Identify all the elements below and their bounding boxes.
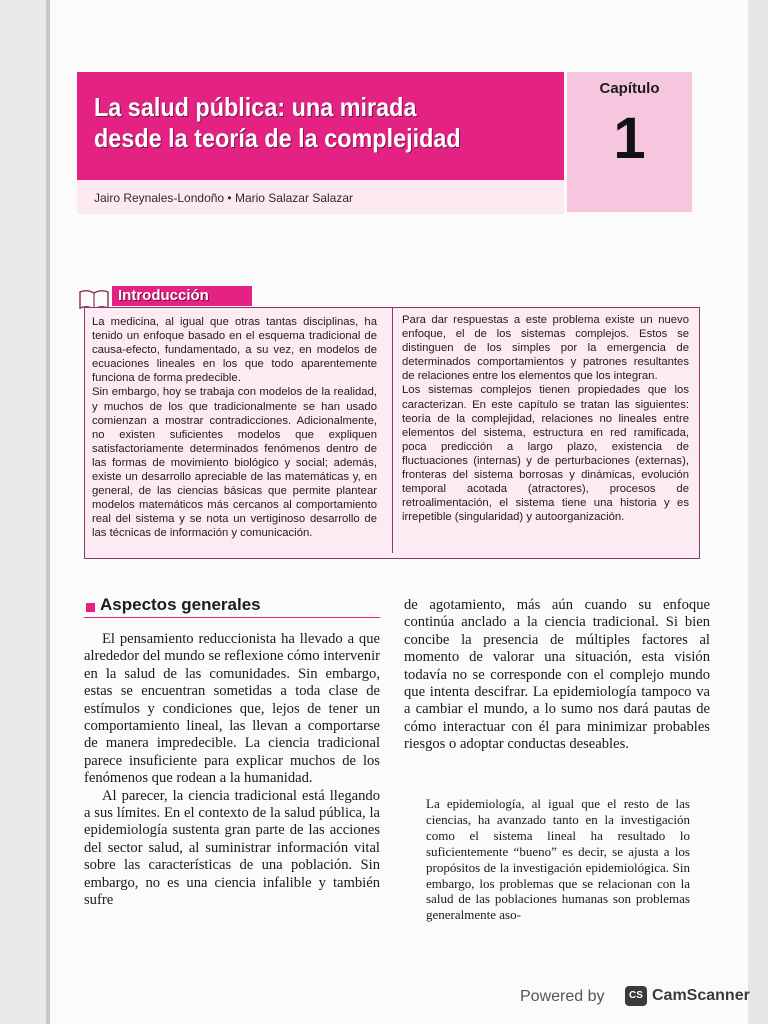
scan-edge: [748, 0, 768, 1024]
chapter-number: 1: [613, 106, 646, 171]
intro-right-column: [402, 313, 689, 524]
authors: Jairo Reynales-Londoño • Mario Salazar Salazar: [94, 191, 354, 205]
body-paragraph: de agotamiento, más aún cuando su enfoque continúa anclado a la ciencia tradicional. Si bien concibe la presencia de múltiples factores al momento de valorar una situación, esta visión todavía no se corresponde con el complejo mundo que intenta descifrar. La epidemiología tampoco va a cambiar el mundo, a lo sumo nos dará pautas de cómo interactuar con él para minimizar probables riesgos o adoptar conductas deseables.: [404, 597, 710, 753]
intro-paragraph: La medicina, al igual que otras tantas disciplinas, ha tenido un enfoque basado en el esquema tradicional de causa-efecto, fundamentado, a su vez, en modelos de ecuaciones lineales en los que todo aparentemente funciona de forma predecible.: [92, 316, 377, 385]
intro-heading: Introducción: [112, 286, 252, 306]
intro-left-column: [92, 315, 377, 541]
body-right-column: [404, 597, 710, 754]
chapter-title-line-1: La salud pública: una mirada: [94, 92, 417, 122]
camscanner-brand: CamScanner: [652, 987, 750, 1004]
body-left-column: [84, 631, 380, 910]
section-bullet: [86, 603, 95, 612]
camscanner-logo-icon: CS: [625, 986, 647, 1006]
chapter-label: Capítulo: [599, 80, 660, 97]
intro-paragraph: Sin embargo, hoy se trabaja con modelos de la realidad, y muchos de los que tradicionalmente se han usado comienzan a mostrar contradicciones. Adicionalmente, no existen suficientes modelos que expliquen satisfactoriamente determinados fenómenos dentro de las formas de movimiento biológico y social; además, existe un desarrollo apreciable de las matemáticas y, en general, de las ciencias básicas que permite plantear modelos matemáticos más cercanos al comportamiento real del sistema y se nota un vertiginoso desarrollo de las técnicas de información y comunicación.: [92, 386, 377, 540]
highlight-quote: La epidemiología, al igual que el resto de las ciencias, ha avanzado tanto en la investigación como el sistema lineal ha resultado lo suficientemente “bueno” es decir, se ajusta a los propósitos de la investigación epidemiológica. Sin embargo, los problemas que se relacionan con la salud de las poblaciones humanas son problemas generalmente aso-: [426, 796, 690, 923]
section-title: Aspectos generales: [100, 595, 261, 614]
intro-paragraph: Para dar respuestas a este problema existe un nuevo enfoque, el de los sistemas complejos. Estos se distinguen de los simples por la emergencia de determinados comportamientos y patrones resultantes de relaciones entre los elementos que los integran.: [402, 314, 689, 383]
powered-by-text: Powered by: [520, 988, 605, 1005]
section-rule: [84, 617, 380, 618]
intro-divider: [392, 307, 393, 553]
chapter-title: [94, 92, 508, 154]
chapter-title-line-2: desde la teoría de la complejidad: [94, 123, 461, 153]
intro-paragraph: Los sistemas complejos tienen propiedades que los caracterizan. En este capítulo se tratan las siguientes: teoría de la complejidad, relaciones no lineales entre elementos del sistema, estructura en red ramificada, poca predicción a largo plazo, existencia de fluctuaciones (internas) y de perturbaciones (externas), fronteras del sistema borrosas y dinámicas, evolución temporal acotada (atractores), procesos de retroalimentación, el sistema tiene una historia y es irrepetible (singularidad) y autoorganización.: [402, 384, 689, 524]
body-paragraph: Al parecer, la ciencia tradicional está llegando a sus límites. En el contexto de la salud pública, la epidemiología sustenta gran parte de las acciones del sector salud, al suministrar información vital sobre las características de una población. Sin embargo, no es una ciencia infalible y también sufre: [84, 787, 380, 909]
body-paragraph: El pensamiento reduccionista ha llevado a que alrededor del mundo se reflexione cómo intervenir en la salud de las comunidades. Sin embargo, estas se encuentran sometidas a toda clase de estímulos y condiciones que, lejos de tener un comportamiento lineal, las llevan a comportarse de manera impredecible. La ciencia tradicional parece insuficiente para explicar muchos de los fenómenos que rodean a la humanidad.: [84, 631, 380, 787]
